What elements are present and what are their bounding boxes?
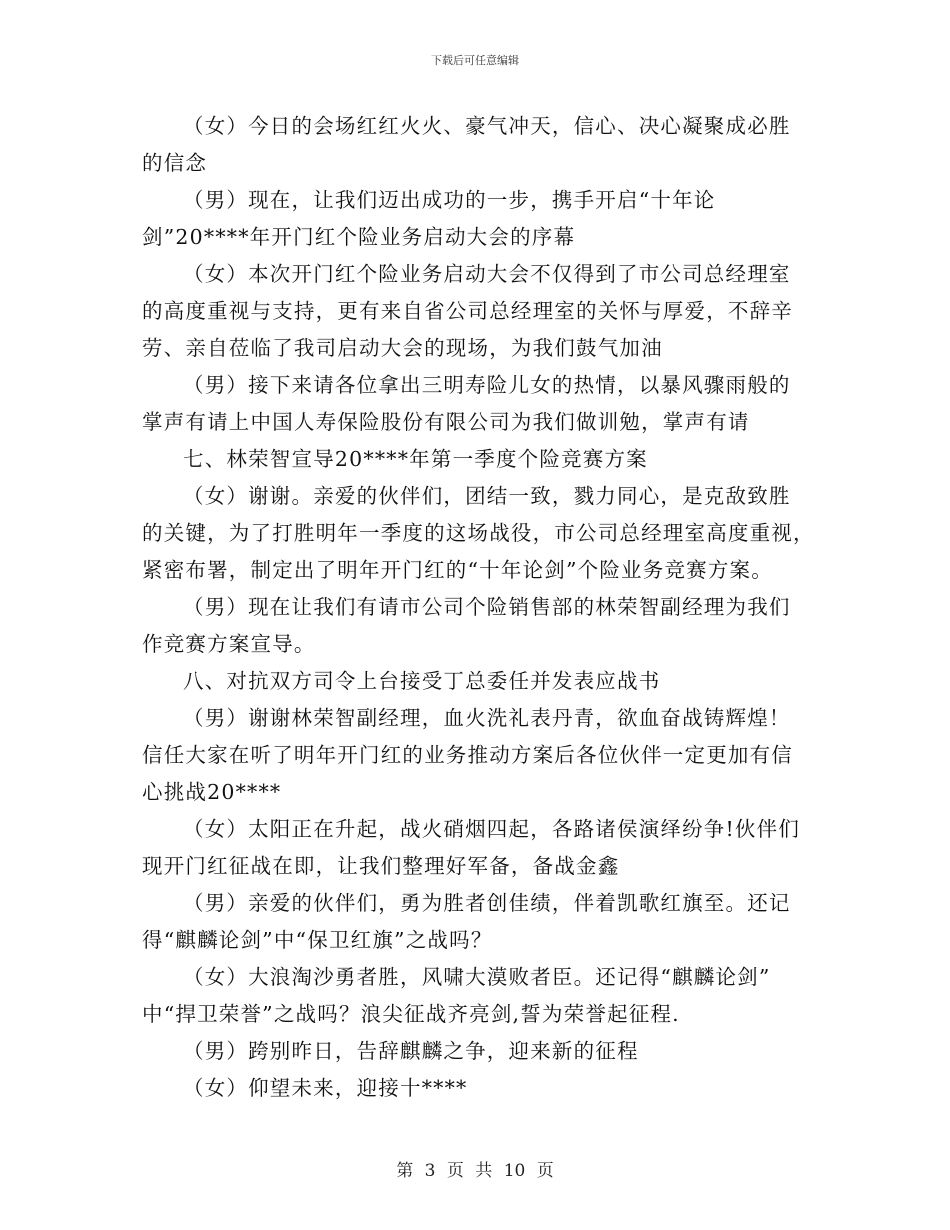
text-line: （男）谢谢林荣智副经理，血火洗礼表丹青，欲血奋战铸辉煌！ [183, 706, 791, 730]
text-line: 剑”20****年开门红个险业务启动大会的序幕 [142, 225, 576, 249]
text-line: （男）跨别昨日，告辞麒麟之争，迎来新的征程 [183, 1039, 639, 1063]
text-line: （女）谢谢。亲爱的伙伴们，团结一致，戮力同心，是克敌致胜 [183, 484, 791, 508]
text-line: 的关键，为了打胜明年一季度的这场战役，市公司总经理室高度重视， [142, 521, 815, 545]
document-body [142, 108, 815, 1107]
paragraph [142, 811, 810, 885]
text-line: （男）现在，让我们迈出成功的一步，携手开启“十年论 [183, 188, 716, 212]
paragraph [142, 663, 810, 700]
paragraph [142, 959, 810, 1033]
text-line: 的高度重视与支持，更有来自省公司总经理室的关怀与厚爱，不辞辛 [142, 299, 793, 323]
text-line: 紧密布署，制定出了明年开门红的“十年论剑”个险业务竞赛方案。 [142, 558, 773, 582]
paragraph [142, 256, 810, 367]
text-line: （男）现在让我们有请市公司个险销售部的林荣智副经理为我们 [183, 595, 791, 619]
text-line: 八、对抗双方司令上台接受丁总委任并发表应战书 [183, 669, 661, 693]
paragraph [142, 108, 810, 182]
text-line: 掌声有请上中国人寿保险股份有限公司为我们做训勉，掌声有请 [142, 410, 750, 434]
text-line: 现开门红征战在即，让我们整理好军备，备战金鑫 [142, 854, 620, 878]
page-footer: 第 3 页 共 10 页 [396, 1161, 554, 1181]
paragraph [142, 367, 810, 441]
paragraph [142, 182, 810, 256]
page-header: 下载后可任意编辑 [431, 54, 519, 67]
text-line: （女）大浪淘沙勇者胜，风啸大漠败者臣。还记得“麒麟论剑” [183, 965, 771, 989]
text-line: 得“麒麟论剑”中“保卫红旗”之战吗？ [142, 928, 493, 952]
text-line: （女）今日的会场红红火火、豪气冲天，信心、决心凝聚成必胜 [183, 114, 791, 138]
text-line: （女）本次开门红个险业务启动大会不仅得到了市公司总经理室 [183, 262, 791, 286]
text-line: （女）仰望未来，迎接十**** [183, 1076, 468, 1100]
paragraph [142, 441, 810, 478]
paragraph [142, 478, 815, 589]
text-line: 作竞赛方案宣导。 [142, 632, 316, 656]
text-line: （男）亲爱的伙伴们，勇为胜者创佳绩，伴着凯歌红旗至。还记 [183, 891, 791, 915]
text-line: 心挑战20**** [142, 780, 282, 804]
text-line: 劳、亲自莅临了我司启动大会的现场，为我们鼓气加油 [142, 336, 663, 360]
paragraph [142, 1033, 810, 1070]
paragraph [142, 589, 810, 663]
paragraph [142, 1070, 810, 1107]
text-line: 中“捍卫荣誉”之战吗？浪尖征战齐亮剑,誓为荣誉起征程. [142, 1002, 680, 1026]
text-line: 的信念 [142, 151, 208, 175]
paragraph [142, 885, 810, 959]
text-line: 信任大家在听了明年开门红的业务推动方案后各位伙伴一定更加有信 [142, 743, 793, 767]
text-line: （女）太阳正在升起，战火硝烟四起，各路诸侯演绎纷争!伙伴们 [183, 817, 801, 841]
paragraph [142, 700, 810, 811]
text-line: 七、林荣智宣导20****年第一季度个险竞赛方案 [183, 447, 648, 471]
text-line: （男）接下来请各位拿出三明寿险儿女的热情，以暴风骤雨般的 [183, 373, 791, 397]
